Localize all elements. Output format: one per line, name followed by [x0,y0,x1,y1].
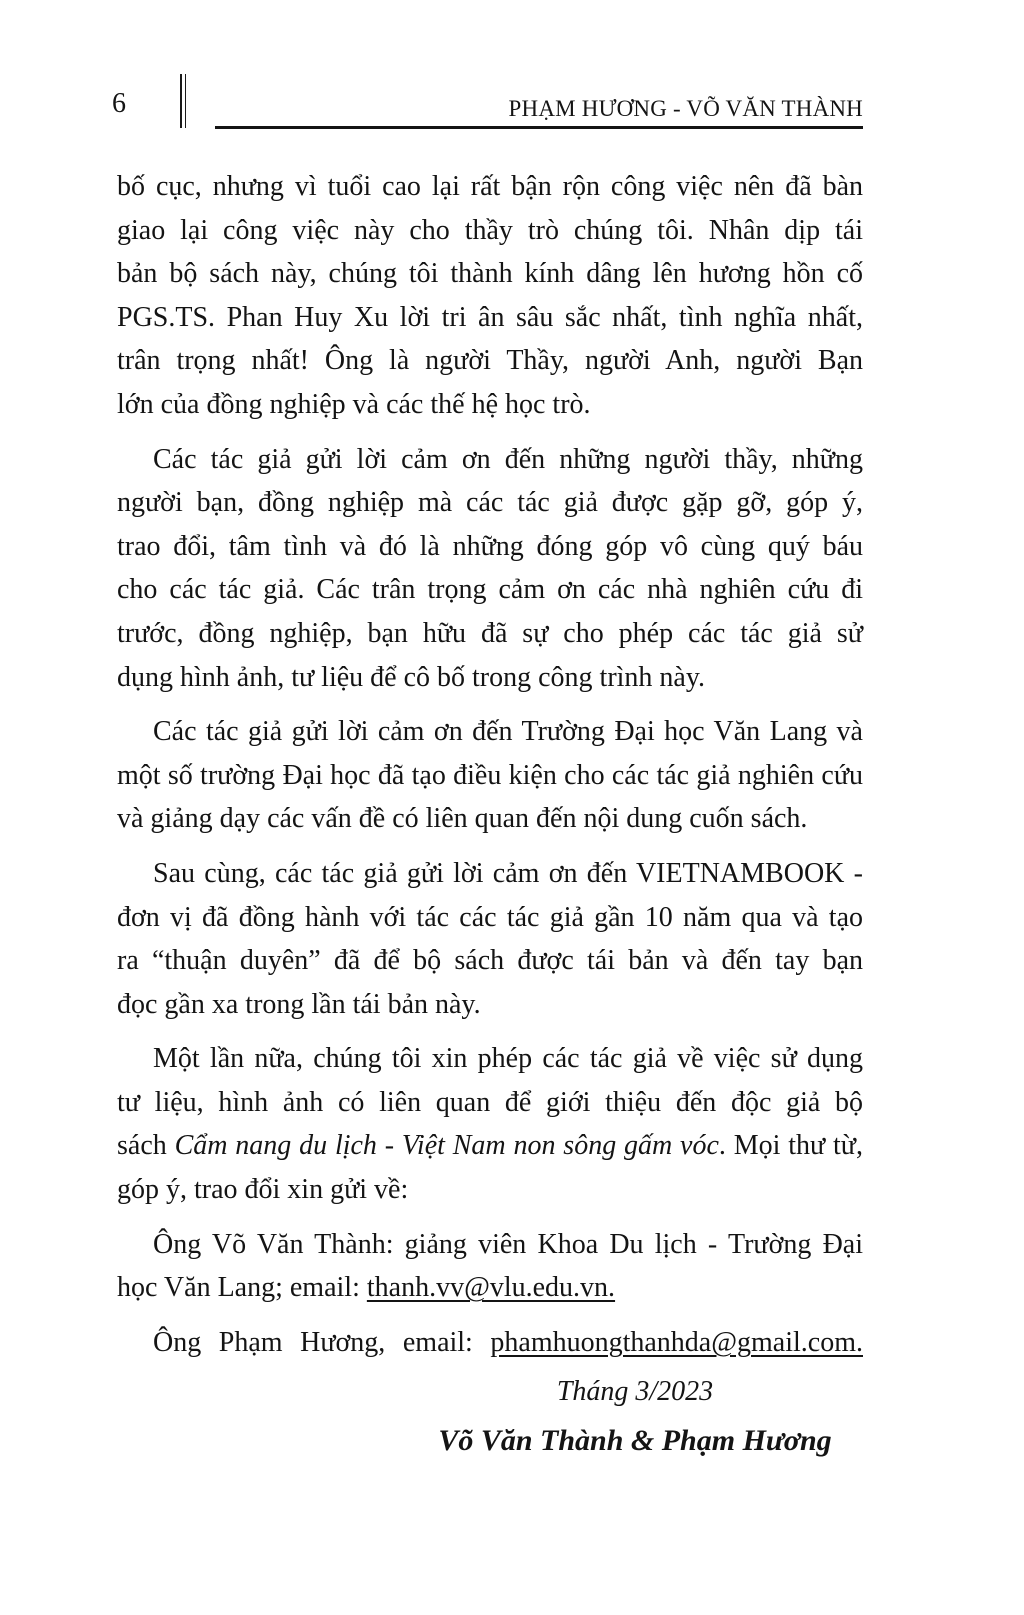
text-line: Một lần nữa, chúng tôi xin phép các tác giả về việc sử dụng [153,1043,863,1075]
text-line: dụng hình ảnh, tư liệu để cô bố trong công trình này. [117,661,706,693]
header-rule [215,126,863,129]
header-vertical-divider [180,74,186,128]
text-line [117,1124,863,1168]
email-link[interactable]: thanh.vv@vlu.edu.vn. [366,1272,616,1304]
text-line: trân trọng nhất! Ông là người Thầy, người Anh, người Bạn [117,345,863,377]
text-line: Các tác giả gửi lời cảm ơn đến Trường Đại học Văn Lang và [153,716,863,748]
book-title: Cẩm nang du lịch - Việt Nam non sông gấm vóc [174,1130,719,1162]
text-line: Các tác giả gửi lời cảm ơn đến những người thầy, những [153,443,863,475]
paragraph [117,1321,863,1365]
paragraph [117,1037,863,1211]
text-line: giao lại công việc này cho thầy trò chúng tôi. Nhân dịp tái [117,214,863,246]
text-line: bản bộ sách này, chúng tôi thành kính dâng lên hương hồn cố [117,258,863,290]
email-link[interactable]: phamhuongthanhda@gmail.com. [490,1326,863,1358]
text-line: đơn vị đã đồng hành với tác các tác giả gần 10 năm qua và tạo [117,901,863,933]
text-line: góp ý, trao đổi xin gửi về: [117,1174,409,1206]
text-line: cho các tác giả. Các trân trọng cảm ơn các nhà nghiên cứu đi [117,574,863,606]
text-line: người bạn, đồng nghiệp mà các tác giả được gặp gỡ, góp ý, [117,487,863,519]
page-number: 6 [112,88,126,119]
text-line: trước, đồng nghiệp, bạn hữu đã sự cho phép các tác giả sử [117,617,863,649]
paragraph [117,852,863,1026]
text-line: đọc gần xa trong lần tái bản này. [117,988,481,1020]
paragraph [117,438,863,700]
text-line: một số trường Đại học đã tạo điều kiện cho các tác giả nghiên cứu [117,759,863,791]
paragraph [117,165,863,427]
text-segment: Ông Phạm Hương, email: [153,1326,491,1358]
text-segment: sách [117,1130,175,1162]
text-line: ra “thuận duyên” đã để bộ sách được tái bản và đến tay bạn [117,945,863,977]
paragraph [117,710,863,841]
text-line [117,1321,863,1365]
text-line: PGS.TS. Phan Huy Xu lời tri ân sâu sắc nhất, tình nghĩa nhất, [117,301,863,333]
text-line: bố cục, nhưng vì tuổi cao lại rất bận rộn công việc nên đã bàn [117,171,863,202]
text-segment: . Mọi thư từ, [718,1130,863,1162]
text-line: trao đổi, tâm tình và đó là những đóng góp vô cùng quý báu [117,530,863,562]
text-line [117,1266,863,1310]
paragraph [117,1223,863,1310]
text-line: và giảng dạy các vấn đề có liên quan đến nội dung cuốn sách. [117,803,808,835]
text-line: tư liệu, hình ảnh có liên quan để giới thiệu đến độc giả bộ [117,1086,863,1118]
text-line: Sau cùng, các tác giả gửi lời cảm ơn đến VIETNAMBOOK - [153,857,863,889]
signature-authors: Võ Văn Thành & Phạm Hương [438,1424,832,1457]
signature-date: Tháng 3/2023 [556,1376,714,1407]
text-line: Ông Võ Văn Thành: giảng viên Khoa Du lịch - Trường Đại [153,1228,863,1260]
text-segment: học Văn Lang; email: [117,1272,367,1304]
running-title: PHẠM HƯƠNG - VÕ VĂN THÀNH [508,96,863,121]
text-line: lớn của đồng nghiệp và các thế hệ học trò. [117,388,591,420]
body-text [117,165,863,1375]
